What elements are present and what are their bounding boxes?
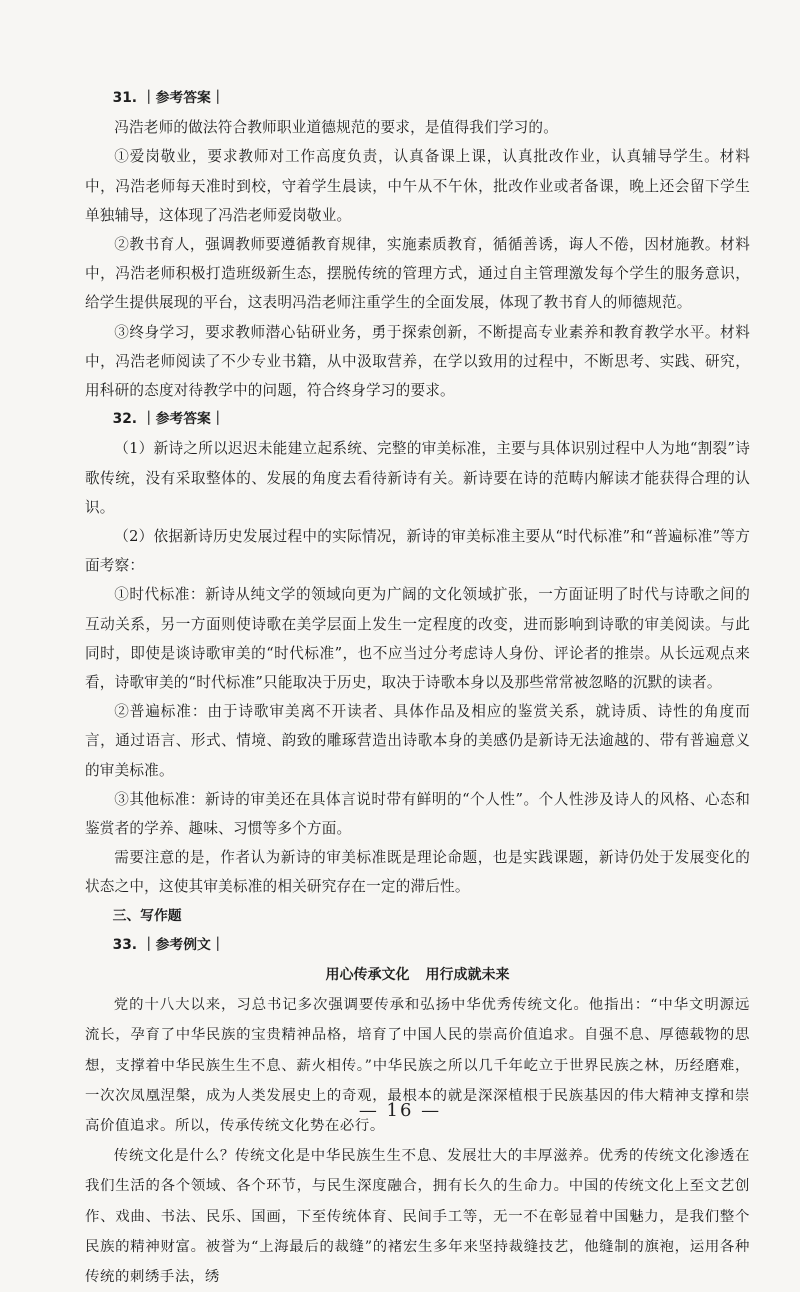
- essay: [85, 960, 750, 1292]
- essay-title: 用心传承文化 用行成就未来: [325, 967, 510, 984]
- q32-heading: 32. ｜参考答案｜: [112, 411, 225, 428]
- q32-paragraph-2: （2）依据新诗历史发展过程中的实际情况，新诗的审美标准主要从“时代标准”和“普遍标准”等方面考察：: [85, 528, 750, 575]
- essay-paragraph-2: 传统文化是什么？传统文化是中华民族生生不息、发展壮大的丰厚滋养。优秀的传统文化渗透在我们生活的各个领域、各个环节，与民生深度融合，拥有长久的生命力。中国的传统文化上至文艺创作、戏曲、书法、民乐、国画，下至传统体育、民间手工等，无一不在彰显着中国魅力，是我们整个民族的精神财富。被誉为“上海最后的裁缝”的褚宏生多年来坚持裁缝技艺，他缝制的旗袍，运用各种传统的刺绣手法，绣: [85, 1148, 750, 1285]
- q32-paragraph-4: ②普遍标准：由于诗歌审美离不开读者、具体作品及相应的鉴赏关系，就诗质、诗性的角度而言，通过语言、形式、情境、韵致的雕琢营造出诗歌本身的美感仍是新诗无法逾越的、带有普遍意义的审美标准。: [85, 703, 750, 779]
- q33-heading: 33. ｜参考例文｜: [112, 936, 225, 953]
- q31-paragraph-2: ①爱岗敬业，要求教师对工作高度负责，认真备课上课，认真批改作业，认真辅导学生。材料中，冯浩老师每天准时到校，守着学生晨读，中午从不午休，批改作业或者备课，晚上还会留下学生单独辅导，这体现了冯浩老师爱岗敬业。: [85, 148, 750, 224]
- q32-paragraph-3: ①时代标准：新诗从纯文学的领域向更为广阔的文化领域扩张，一方面证明了时代与诗歌之间的互动关系，另一方面则使诗歌在美学层面上发生一定程度的改变，进而影响到诗歌的审美阅读。与此同时，即使是谈诗歌审美的“时代标准”，也不应当过分考虑诗人身份、评论者的推崇。从长远观点来看，诗歌审美的“时代标准”只能取决于历史，取决于诗歌本身以及那些常常被忽略的沉默的读者。: [85, 586, 750, 692]
- q32-paragraph-1: （1）新诗之所以迟迟未能建立起系统、完整的审美标准，主要与具体识别过程中人为地“割裂”诗歌传统，没有采取整体的、发展的角度去看待新诗有关。新诗要在诗的范畴内解读才能获得合理的认识。: [85, 440, 750, 516]
- q31-paragraph-1: 冯浩老师的做法符合教师职业道德规范的要求，是值得我们学习的。: [114, 119, 559, 137]
- q32-paragraph-6: 需要注意的是，作者认为新诗的审美标准既是理论命题，也是实践课题，新诗仍处于发展变化的状态之中，这使其审美标准的相关研究存在一定的滞后性。: [85, 849, 750, 896]
- essay-paragraph-1: 党的十八大以来，习总书记多次强调要传承和弘扬中华优秀传统文化。他指出：“中华文明源远流长，孕育了中华民族的宝贵精神品格，培育了中国人民的崇高价值追求。自强不息、厚德载物的思想，支撑着中华民族生生不息、薪火相传。”中华民族之所以几千年屹立于世界民族之林，历经磨难，一次次凤凰涅槃，成为人类发展史上的奇观，最根本的就是深深植根于民族基因的伟大精神支撑和崇高价值追求。所以，传承传统文化势在必行。: [85, 997, 750, 1134]
- q31-heading: 31. ｜参考答案｜: [112, 90, 225, 106]
- q31-paragraph-4: ③终身学习，要求教师潜心钻研业务，勇于探索创新，不断提高专业素养和教育教学水平。材料中，冯浩老师阅读了不少专业书籍，从中汲取营养，在学以致用的过程中，不断思考、实践、研究，用科研的态度对待教学中的问题，符合终身学习的要求。: [85, 323, 750, 400]
- q32-paragraph-5: ③其他标准：新诗的审美还在具体言说时带有鲜明的“个人性”。个人性涉及诗人的风格、心态和鉴赏者的学养、趣味、习惯等多个方面。: [85, 790, 750, 838]
- section-heading: 三、写作题: [112, 907, 182, 924]
- q31-paragraph-3: ②教书育人，强调教师要遵循教育规律，实施素质教育，循循善诱，诲人不倦，因材施教。材料中，冯浩老师积极打造班级新生态，摆脱传统的管理方式，通过自主管理激发每个学生的服务意识，给学生提供展现的平台，这表明冯浩老师注重学生的全面发展，体现了教书育人的师德规范。: [85, 236, 750, 312]
- page-number: — 16 —: [358, 1100, 442, 1121]
